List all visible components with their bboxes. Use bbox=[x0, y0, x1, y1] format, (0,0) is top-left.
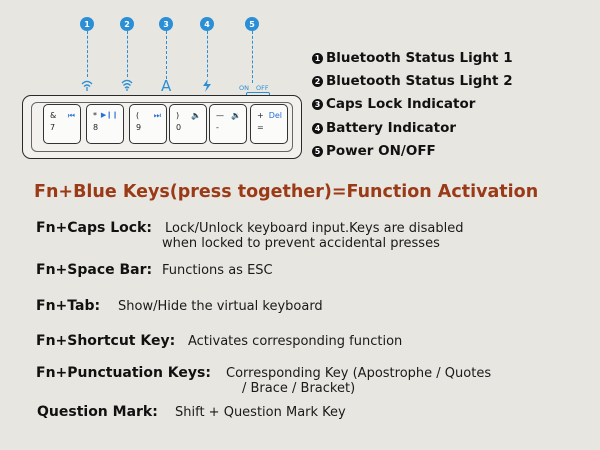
bluetooth-signal-2-icon bbox=[119, 78, 135, 92]
key-symbol: — bbox=[216, 111, 224, 120]
volume-down-icon: 🔉 bbox=[231, 111, 241, 120]
legend-item-caps-lock bbox=[312, 96, 475, 112]
function-activation-heading: Fn+Blue Keys(press together)=Function Activation bbox=[34, 182, 539, 202]
legend-number: 2 bbox=[312, 76, 323, 87]
callout-marker-5: 5 bbox=[245, 17, 259, 31]
callout-marker-4: 4 bbox=[200, 17, 214, 31]
legend-number: 4 bbox=[312, 123, 323, 134]
fn-punctuation-keys-desc-1: Corresponding Key (Apostrophe / Quotes bbox=[226, 366, 492, 381]
key-0[interactable] bbox=[169, 104, 207, 144]
question-mark-desc: Shift + Question Mark Key bbox=[175, 405, 346, 420]
callout-leader-1 bbox=[87, 31, 88, 77]
legend-number: 1 bbox=[312, 53, 323, 64]
callout-marker-2: 2 bbox=[120, 17, 134, 31]
legend-label: Power ON/OFF bbox=[326, 143, 436, 159]
power-on-label: ON bbox=[239, 84, 249, 92]
key-7[interactable] bbox=[43, 104, 81, 144]
fn-space-bar-desc: Functions as ESC bbox=[162, 263, 273, 278]
legend-number: 5 bbox=[312, 146, 323, 157]
key-symbol: * bbox=[93, 111, 97, 120]
legend-label: Bluetooth Status Light 2 bbox=[326, 73, 513, 89]
legend-label: Bluetooth Status Light 1 bbox=[326, 50, 513, 66]
key-number: - bbox=[216, 123, 219, 132]
key-number: 7 bbox=[50, 123, 56, 132]
legend-label: Caps Lock Indicator bbox=[326, 96, 476, 112]
callout-leader-3 bbox=[166, 31, 167, 79]
fn-tab-label: Fn+Tab: bbox=[36, 298, 101, 314]
previous-track-icon: ⏮ bbox=[67, 111, 75, 120]
key-symbol: ) bbox=[176, 111, 180, 120]
fn-shortcut-key-label: Fn+Shortcut Key: bbox=[36, 333, 176, 349]
key-equals[interactable] bbox=[250, 104, 288, 144]
legend-item-bluetooth-1 bbox=[312, 50, 513, 66]
play-pause-icon: ▶❙❙ bbox=[100, 111, 118, 119]
fn-punctuation-keys-label: Fn+Punctuation Keys: bbox=[36, 365, 211, 381]
key-number: 9 bbox=[136, 123, 142, 132]
power-off-label: OFF bbox=[256, 84, 269, 92]
legend-item-bluetooth-2 bbox=[312, 73, 513, 89]
legend-item-battery bbox=[312, 120, 456, 136]
key-number: 8 bbox=[93, 123, 99, 132]
bluetooth-signal-1-icon bbox=[79, 78, 95, 92]
fn-punctuation-keys-desc-2: / Brace / Bracket) bbox=[242, 381, 356, 396]
key-number: 0 bbox=[176, 123, 182, 132]
fn-shortcut-key-desc: Activates corresponding function bbox=[188, 334, 403, 349]
question-mark-label: Question Mark: bbox=[37, 404, 158, 420]
fn-caps-lock-desc-1: Lock/Unlock keyboard input.Keys are disabled bbox=[165, 221, 464, 236]
legend-number: 3 bbox=[312, 99, 323, 110]
legend-label: Battery Indicator bbox=[326, 120, 457, 136]
key-symbol: + bbox=[257, 111, 264, 120]
callout-marker-3: 3 bbox=[159, 17, 173, 31]
key-symbol: ( bbox=[136, 111, 140, 120]
fn-tab-desc: Show/Hide the virtual keyboard bbox=[118, 299, 323, 314]
key-minus[interactable] bbox=[209, 104, 247, 144]
callout-leader-5 bbox=[252, 31, 253, 83]
fn-space-bar-label: Fn+Space Bar: bbox=[36, 262, 153, 278]
key-symbol: & bbox=[50, 111, 57, 120]
fn-caps-lock-label: Fn+Caps Lock: bbox=[36, 220, 152, 236]
caps-lock-glyph: A bbox=[161, 77, 172, 95]
legend-item-power bbox=[312, 143, 436, 159]
callout-marker-1: 1 bbox=[80, 17, 94, 31]
key-8[interactable] bbox=[86, 104, 124, 144]
fn-caps-lock-desc-2: when locked to prevent accidental presses bbox=[162, 236, 440, 251]
delete-label: Del bbox=[268, 111, 282, 120]
key-number: = bbox=[257, 123, 264, 132]
lightning-icon bbox=[201, 78, 213, 93]
volume-mute-icon: 🔈 bbox=[191, 111, 201, 120]
callout-leader-4 bbox=[207, 31, 208, 77]
next-track-icon: ⏭ bbox=[153, 111, 161, 120]
callout-leader-2 bbox=[127, 31, 128, 77]
key-9[interactable] bbox=[129, 104, 167, 144]
